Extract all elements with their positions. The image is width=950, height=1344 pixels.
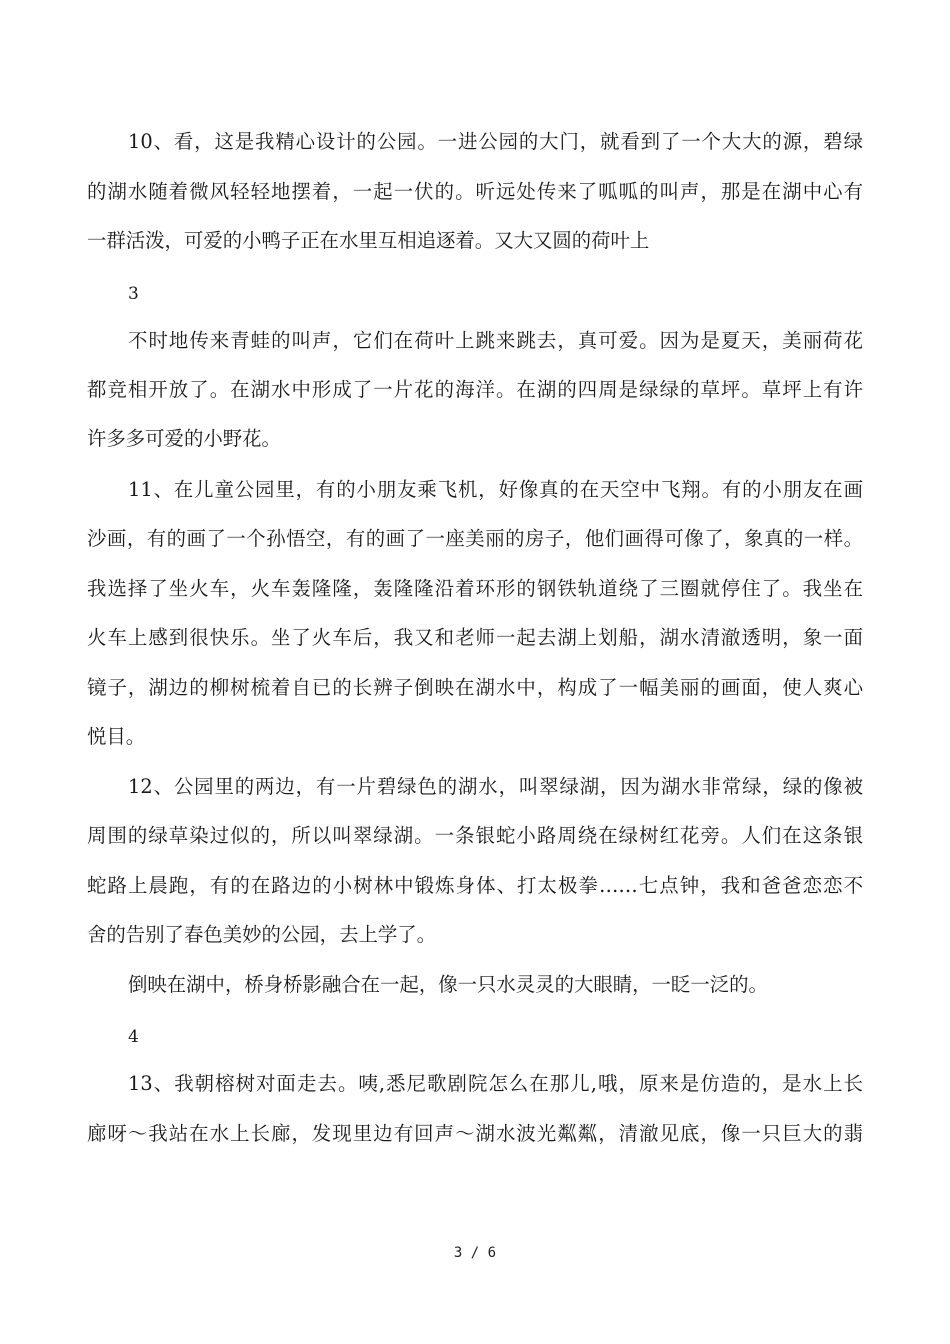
text-line: 廊呀～我站在水上长廊，发现里边有回声～湖水波光粼粼，清澈见底，像一只巨大的翡	[87, 1122, 863, 1145]
text-line: 都竞相开放了。在湖水中形成了一片花的海洋。在湖的四周是绿绿的草坪。草坪上有许	[87, 378, 863, 401]
page-footer: 3 / 6	[453, 1245, 497, 1261]
text-line: 的湖水随着微风轻轻地摆着，一起一伏的。听远处传来了呱呱的叫声，那是在湖中心有	[87, 180, 863, 203]
text-line: 13、我朝榕树对面走去。咦,悉尼歌剧院怎么在那儿,哦，原来是仿造的，是水上长	[128, 1072, 863, 1095]
text-line: 一群活泼，可爱的小鸭子正在水里互相追逐着。又大又圆的荷叶上	[87, 229, 650, 252]
text-line: 沙画，有的画了一个孙悟空，有的画了一座美丽的房子，他们画得可像了，象真的一样。	[87, 527, 863, 550]
text-line: 不时地传来青蛙的叫声，它们在荷叶上跳来跳去，真可爱。因为是夏天，美丽荷花	[128, 329, 863, 352]
text-line: 悦目。	[87, 725, 146, 748]
inline-page-number: 3	[128, 284, 139, 304]
text-line: 周围的绿草染过似的，所以叫翠绿湖。一条银蛇小路周绕在绿树红花旁。人们在这条银	[87, 824, 863, 847]
text-line: 倒映在湖中，桥身桥影融合在一起，像一只水灵灵的大眼睛，一眨一泛的。	[128, 973, 768, 996]
text-line: 11、在儿童公园里，有的小朋友乘飞机，好像真的在天空中飞翔。有的小朋友在画	[128, 478, 863, 501]
text-line: 12、公园里的两边，有一片碧绿色的湖水，叫翠绿湖，因为湖水非常绿，绿的像被	[128, 775, 863, 798]
inline-page-number: 4	[128, 1027, 139, 1047]
text-line: 我选择了坐火车，火车轰隆隆，轰隆隆沿着环形的钢铁轨道绕了三圈就停住了。我坐在	[87, 577, 863, 600]
text-line: 镜子，湖边的柳树梳着自已的长辨子倒映在湖水中，构成了一幅美丽的画面，使人爽心	[87, 676, 863, 699]
text-line: 10、看，这是我精心设计的公园。一进公园的大门，就看到了一个大大的源，碧绿	[128, 130, 863, 153]
text-line: 火车上感到很快乐。坐了火车后，我又和老师一起去湖上划船，湖水清澈透明，象一面	[87, 626, 863, 649]
text-line: 蛇路上晨跑，有的在路边的小树林中锻炼身体、打太极拳……七点钟，我和爸爸恋恋不	[87, 874, 863, 897]
text-line: 许多多可爱的小野花。	[87, 427, 281, 450]
text-line: 舍的告别了春色美妙的公园，去上学了。	[87, 923, 437, 946]
